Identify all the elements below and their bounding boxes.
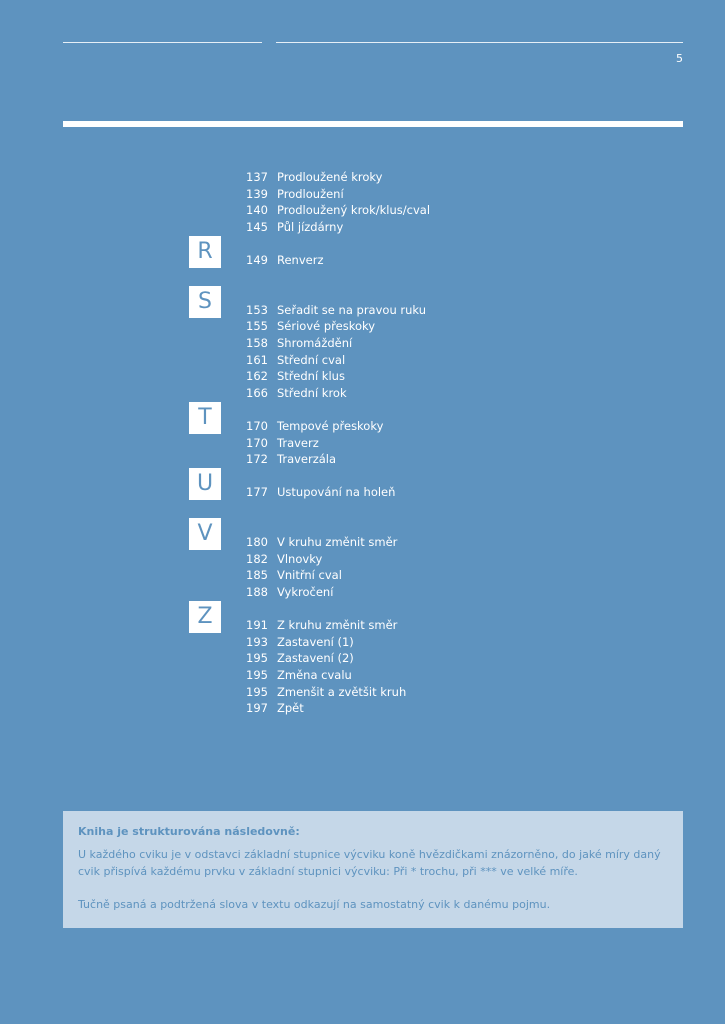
entry-term: Seřadit se na pravou ruku: [277, 302, 426, 317]
entry-page-number: 158: [246, 336, 268, 350]
entry-term: Střední cval: [277, 352, 346, 367]
entry-term: Zmenšit a zvětšit kruh: [277, 684, 407, 699]
entry-page-number: 139: [246, 186, 268, 201]
index-entry: [0, 567, 725, 584]
entry-term: Prodloužený krok/klus/cval: [277, 203, 431, 218]
index-entry: [0, 584, 725, 601]
index-entry: [0, 418, 725, 435]
index-entry: [0, 352, 725, 369]
index-entry: [0, 484, 725, 501]
entry-term: Vykročení: [277, 585, 334, 599]
info-paragraph-2: Tučně psaná a podtržená slova v textu odkazují na samostatný cvik k danému pojmu.: [78, 898, 551, 911]
index-entry: [0, 451, 725, 468]
info-box: [63, 811, 683, 928]
entry-term: Vnitřní cval: [277, 568, 342, 583]
index-entry: [0, 617, 725, 634]
entry-page-number: 197: [246, 701, 268, 716]
entry-page-number: 170: [246, 435, 268, 450]
letter-marker: S: [189, 286, 221, 318]
page-number: 5: [676, 52, 683, 65]
entry-term: Vlnovky: [277, 551, 323, 566]
index-entry: [0, 202, 725, 219]
entry-page-number: 153: [246, 302, 268, 317]
letter-marker: Z: [189, 601, 221, 633]
entry-page-number: 149: [246, 253, 268, 267]
entry-term: Shromáždění: [277, 336, 353, 350]
index-entry: [0, 318, 725, 335]
index-entry: [0, 650, 725, 667]
letter-marker: R: [189, 236, 221, 268]
entry-term: Zpět: [277, 701, 304, 716]
entry-page-number: 137: [246, 170, 268, 184]
index-entry: [0, 684, 725, 701]
entry-term: Tempové přeskoky: [277, 419, 384, 433]
entry-term: Renverz: [277, 253, 324, 267]
entry-page-number: 162: [246, 369, 268, 384]
info-heading: Kniha je strukturována následovně:: [78, 825, 300, 838]
entry-page-number: 166: [246, 385, 268, 400]
entry-term: Zastavení (1): [277, 634, 354, 649]
entry-page-number: 155: [246, 319, 268, 334]
entry-page-number: 195: [246, 668, 268, 682]
entry-page-number: 193: [246, 634, 268, 649]
entry-term: Prodloužené kroky: [277, 170, 383, 184]
letter-marker: U: [189, 468, 221, 500]
index-entry: [0, 634, 725, 651]
entry-term: Půl jízdárny: [277, 219, 344, 234]
entry-term: Z kruhu změnit směr: [277, 618, 398, 633]
index-entry: [0, 534, 725, 551]
entry-page-number: 188: [246, 585, 268, 599]
index-entry: [0, 435, 725, 452]
entry-page-number: 177: [246, 485, 268, 500]
letter-marker: V: [189, 518, 221, 550]
index-entry: [0, 186, 725, 203]
entry-term: Střední klus: [277, 369, 345, 384]
index-entry: [0, 551, 725, 568]
index-entry: [0, 219, 725, 236]
entry-term: Traverz: [277, 435, 319, 450]
entry-term: V kruhu změnit směr: [277, 535, 398, 550]
entry-term: Traverzála: [277, 452, 337, 467]
entry-page-number: 170: [246, 419, 268, 433]
entry-page-number: 191: [246, 618, 268, 633]
index-entry: [0, 667, 725, 684]
entry-term: Ustupování na holeň: [277, 485, 396, 500]
entry-page-number: 145: [246, 219, 268, 234]
entry-term: Sériové přeskoky: [277, 319, 376, 334]
entry-term: Zastavení (2): [277, 651, 354, 666]
letter-marker: T: [189, 402, 221, 434]
entry-page-number: 172: [246, 452, 268, 467]
index-entry: [0, 368, 725, 385]
index-entry: [0, 169, 725, 186]
index-entry: [0, 335, 725, 352]
entry-page-number: 195: [246, 651, 268, 666]
index-entry: [0, 302, 725, 319]
entry-term: Prodloužení: [277, 186, 344, 201]
index-entry: [0, 252, 725, 269]
entry-term: Změna cvalu: [277, 668, 352, 682]
entry-page-number: 180: [246, 535, 268, 550]
entry-page-number: 182: [246, 551, 268, 566]
info-paragraph-1: U každého cviku je v odstavci základní stupnice výcviku koně hvězdičkami znázorněno, do jaké míry daný cvik přispívá každému prvku v základní stupnici výcviku: Při * trochu, při *** ve velké míře.: [78, 848, 661, 878]
index-entry: [0, 700, 725, 717]
entry-page-number: 161: [246, 352, 268, 367]
entry-page-number: 185: [246, 568, 268, 583]
entry-page-number: 195: [246, 684, 268, 699]
entry-term: Střední krok: [277, 385, 347, 400]
entry-page-number: 140: [246, 203, 268, 218]
index-entry: [0, 385, 725, 402]
